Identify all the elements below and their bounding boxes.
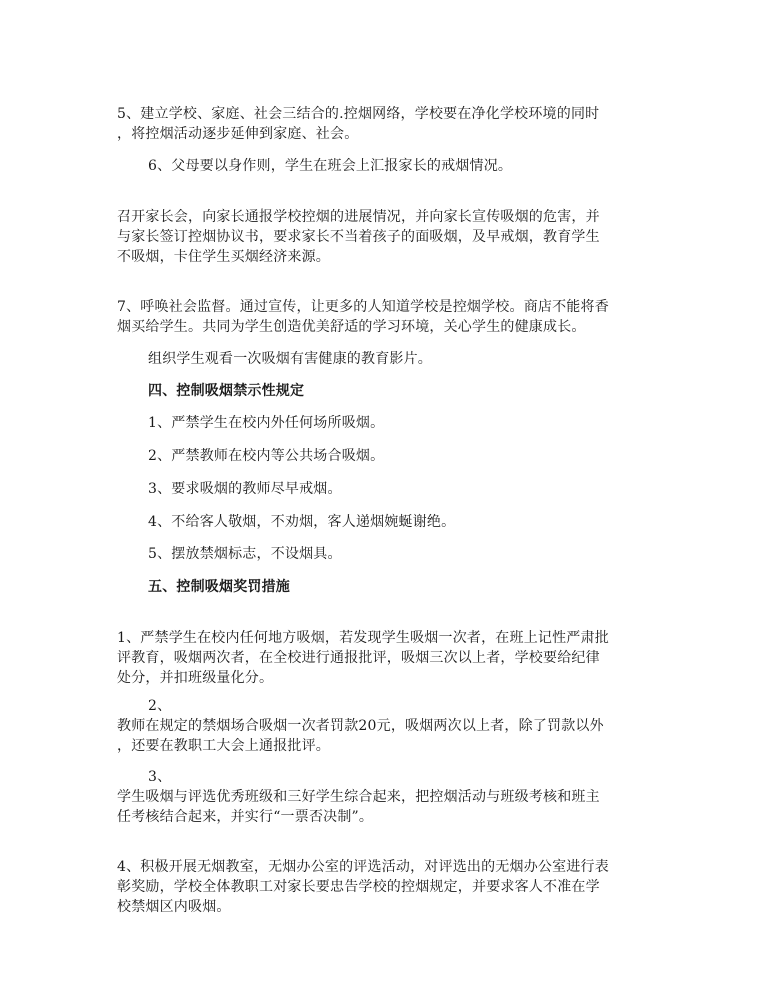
list-item: 5、摆放禁烟标志，不设烟具。 (148, 546, 342, 562)
paragraph-line: 处分，并扣班级量化分。 (117, 670, 274, 686)
paragraph-line: 烟买给学生。共同为学生创造优美舒适的学习环境，关心学生的健康成长。 (117, 319, 586, 335)
paragraph-line: 7、呼唤社会监督。通过宣传，让更多的人知道学校是控烟学校。商店不能将香 (117, 299, 609, 315)
paragraph-line: ，将控烟活动逐步延伸到家庭、社会。 (117, 126, 359, 142)
paragraph-line: 召开家长会，向家长通报学校控烟的进展情况，并向家长宣传吸烟的危害，并 (117, 209, 600, 225)
paragraph-line: 组织学生观看一次吸烟有害健康的教育影片。 (148, 351, 432, 367)
paragraph-line: 评教育，吸烟两次者，在全校进行通报批评，吸烟三次以上者，学校要给纪律 (117, 650, 600, 666)
paragraph-line: 校禁烟区内吸烟。 (117, 899, 231, 915)
list-item: 3、要求吸烟的教师尽早戒烟。 (148, 481, 342, 497)
list-number: 3、 (148, 769, 172, 785)
paragraph-line: 学生吸烟与评选优秀班级和三好学生综合起来，把控烟活动与班级考核和班主 (117, 789, 600, 805)
paragraph-line: ，还要在教职工大会上通报批评。 (117, 738, 330, 754)
section-heading: 四、控制吸烟禁示性规定 (148, 383, 305, 399)
paragraph-line: 与家长签订控烟协议书，要求家长不当着孩子的面吸烟，及早戒烟，教育学生 (117, 229, 600, 245)
paragraph-line: 教师在规定的禁烟场合吸烟一次者罚款20元，吸烟两次以上者，除了罚款以外 (117, 718, 604, 734)
list-item: 1、严禁学生在校内外任何场所吸烟。 (148, 415, 385, 431)
paragraph-line: 4、积极开展无烟教室，无烟办公室的评选活动，对评选出的无烟办公室进行表 (117, 859, 609, 875)
paragraph-line: 5、建立学校、家庭、社会三结合的.控烟网络，学校要在净化学校环境的同时 (117, 106, 600, 122)
list-number: 2、 (148, 698, 172, 714)
paragraph-line: 彰奖励，学校全体教职工对家长要忠告学校的控烟规定，并要求客人不准在学 (117, 879, 600, 895)
list-item: 4、不给客人敬烟，不劝烟，客人递烟婉蜒谢绝。 (148, 514, 456, 530)
paragraph-line: 1、严禁学生在校内任何地方吸烟，若发现学生吸烟一次者，在班上记性严肃批 (117, 630, 609, 646)
paragraph-line: 不吸烟，卡住学生买烟经济来源。 (117, 249, 330, 265)
paragraph-line: 6、父母要以身作则，学生在班会上汇报家长的戒烟情况。 (148, 158, 513, 174)
paragraph-line: 任考核结合起来，并实行“一票否决制”。 (117, 809, 374, 825)
section-heading: 五、控制吸烟奖罚措施 (148, 579, 290, 595)
list-item: 2、严禁教师在校内等公共场合吸烟。 (148, 448, 385, 464)
